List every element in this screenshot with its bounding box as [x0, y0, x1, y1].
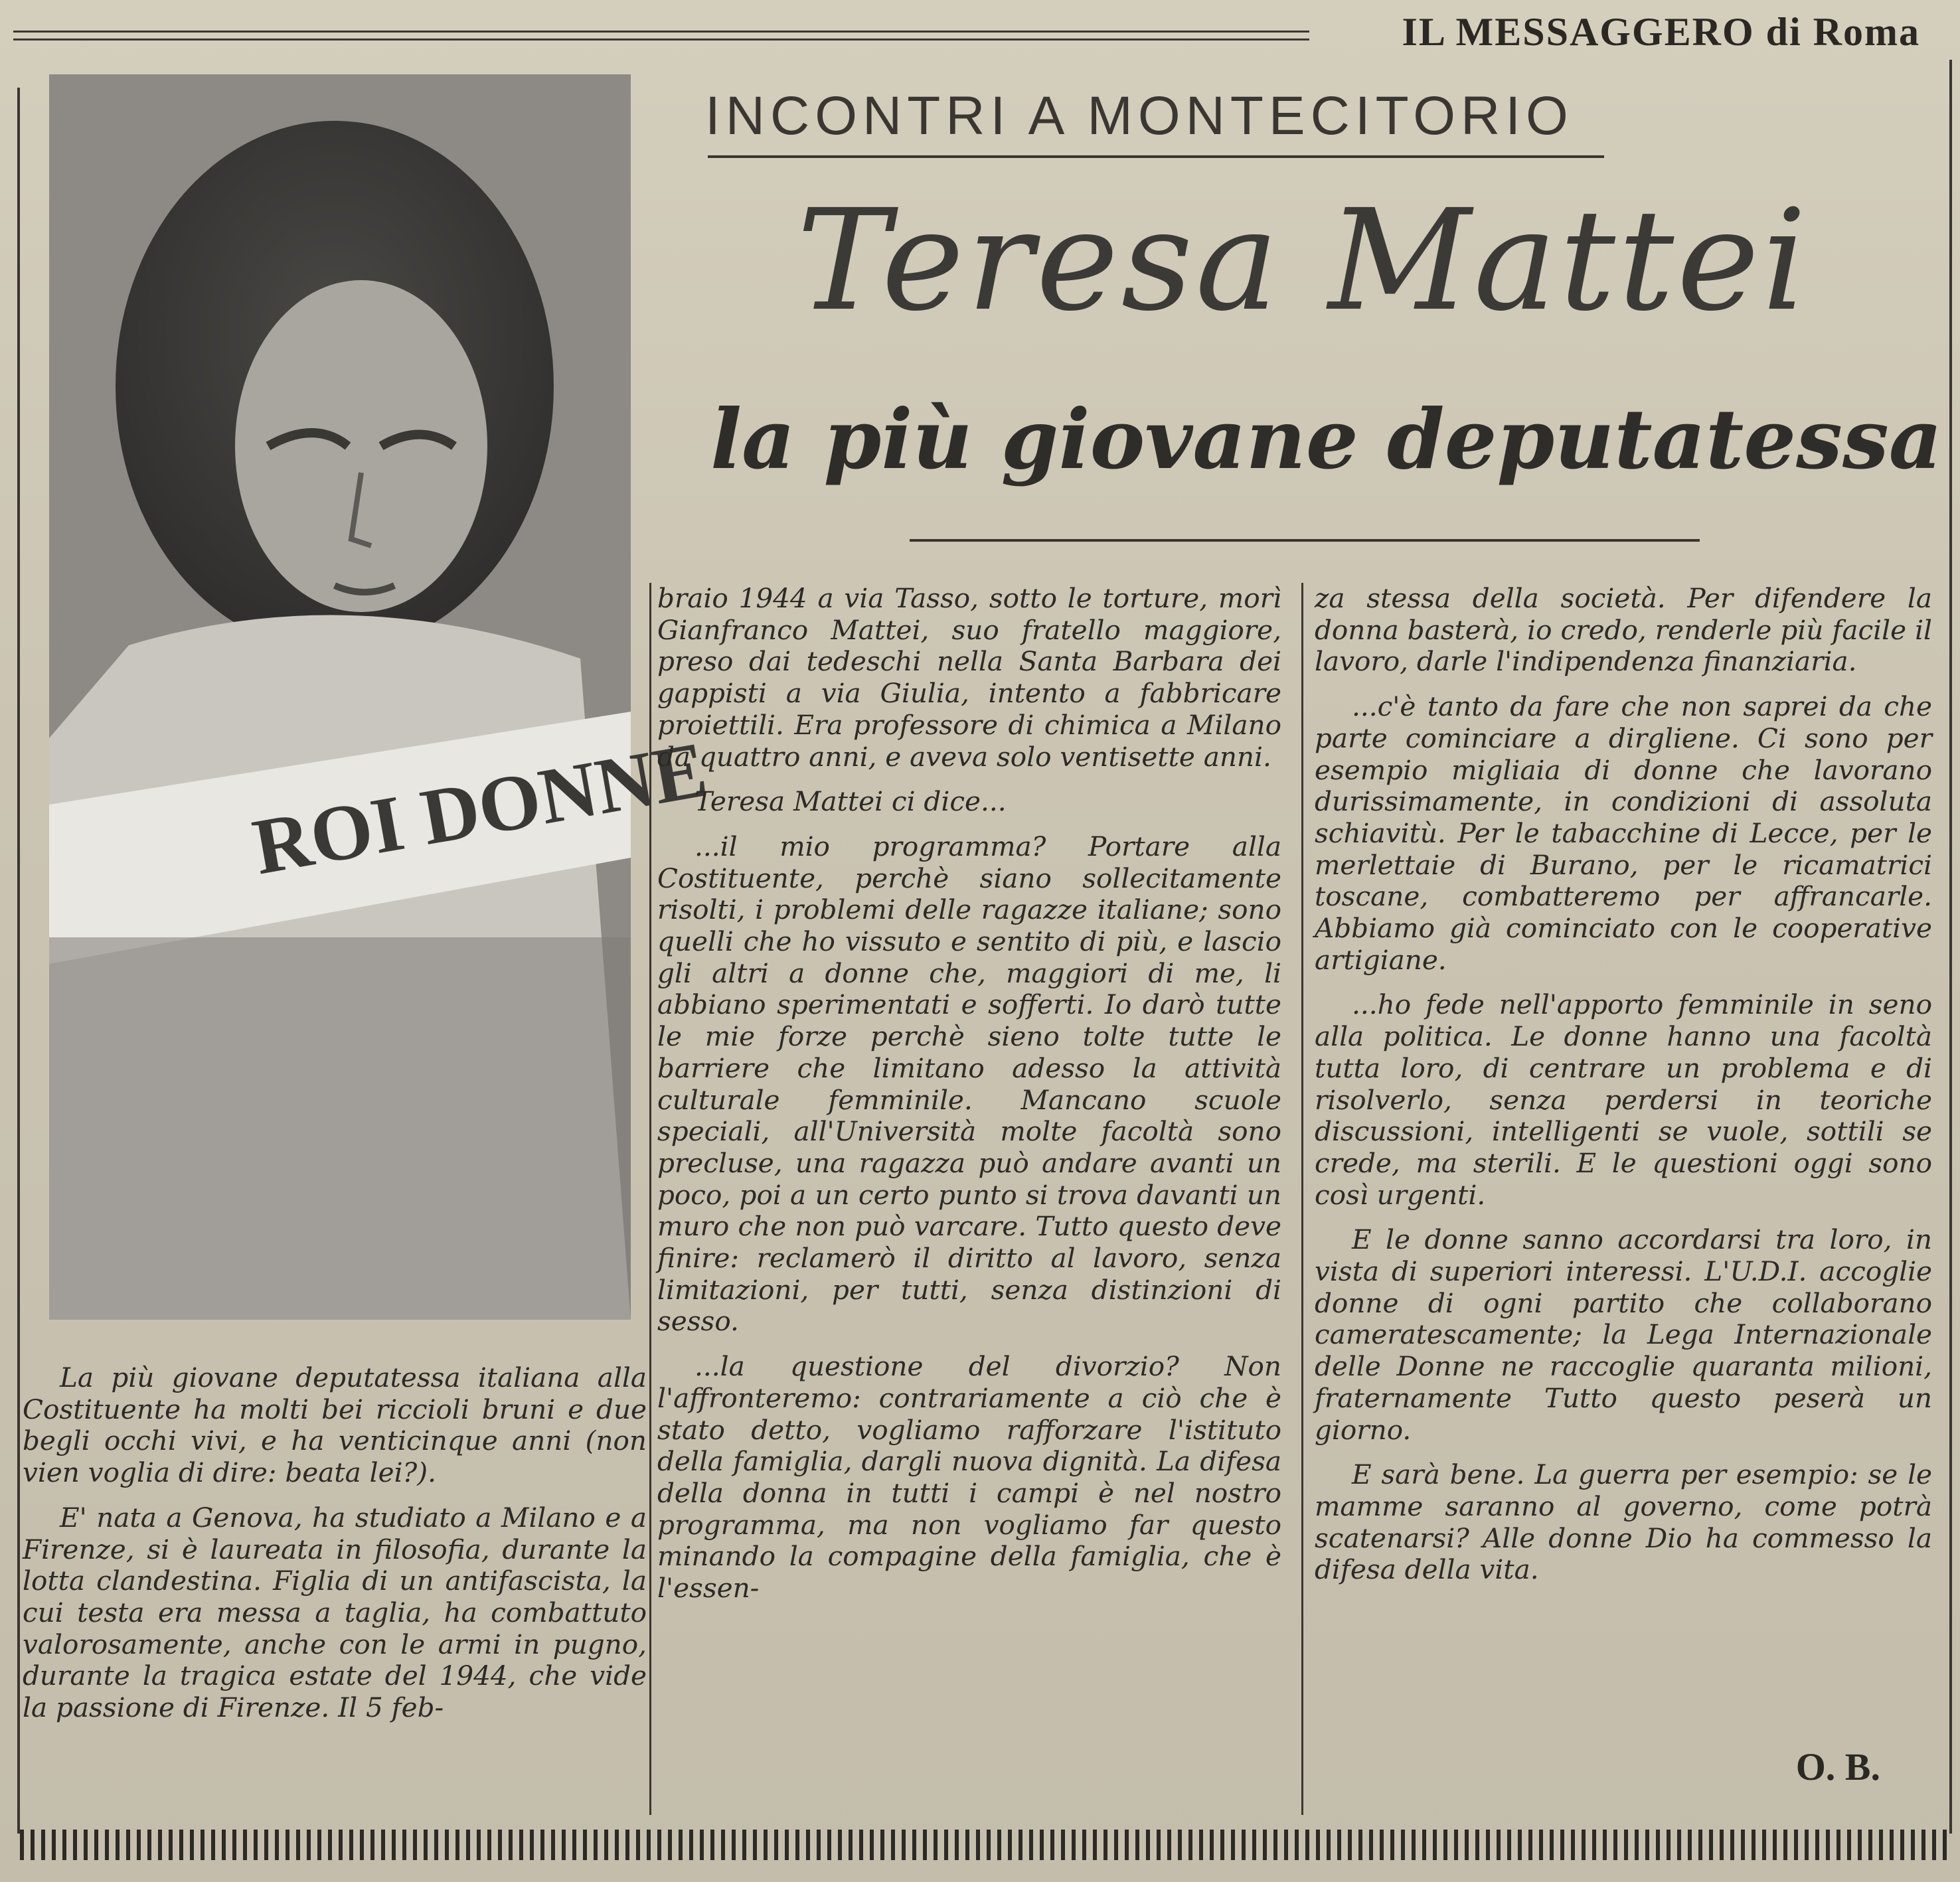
portrait-illustration	[49, 74, 714, 1320]
headline-rule	[910, 539, 1700, 542]
author-signature: O. B.	[1795, 1745, 1880, 1788]
portrait-photo	[49, 74, 714, 1320]
article-paragraph: ...c'è tanto da fare che non saprei da che parte cominciare a dirgliene. Ci sono per esempio migliaia di donne che lavorano durissimamente, in condizioni di assoluta schiavitù. Per le tabacchine di Lecce, per le merlettaie di Burano, per le ricamatrici toscane, combatteremo per affrancarle. Abbiamo già cominciato con le cooperative artigiane.	[1315, 690, 1932, 976]
article-paragraph: Teresa Mattei ci dice...	[694, 785, 1007, 818]
masthead-title: IL MESSAGGERO di Roma	[1402, 10, 1920, 54]
right-border-rule	[1949, 60, 1952, 1834]
headline-name: Teresa Mattei	[797, 179, 1809, 342]
article-paragraph: za stessa della società. Per difendere la donna basterà, io credo, renderle più facile il lavoro, darle l'indipendenza finanziaria.	[1315, 582, 1932, 678]
article-paragraph: E le donne sanno accordarsi tra loro, in vista di superiori interessi. L'U.D.I. accoglie donne di ogni partito che collaborano cameratescamente; la Lega Internazionale delle Donne ne raccoglie quaranta milioni, fraternamente Tutto questo peserà un giorno.	[1315, 1223, 1932, 1446]
article-paragraph: ...la questione del divorzio? Non l'affronteremo: contrariamente a ciò che è stato detto, vogliamo rafforzare l'istituto della famiglia, dargli nuova dignità. La difesa della donna in tutti i campi è nel nostro programma, ma non vogliamo far questo minando la compagine della famiglia, che è l'essen-	[657, 1350, 1281, 1605]
article-column-3	[1315, 583, 1932, 1599]
caption-paragraph: E' nata a Genova, ha studiato a Milano e a Firenze, si è laureata in filosofia, durante la lotta clandestina. Figlia di un antifascista, la cui testa era messa a taglia, ha combattuto valorosamente, anche con le armi in pugno, durante la tragica estate del 1944, che vide la passione di Firenze. Il 5 feb-	[23, 1501, 647, 1724]
photo-caption-column	[23, 1362, 647, 1737]
caption-paragraph: La più giovane deputatessa italiana alla Costituente ha molti bei riccioli bruni e due begli occhi vivi, e ha venticinque anni (non vien voglia di dire: beata lei?).	[23, 1362, 647, 1489]
bottom-decorative-band	[20, 1830, 1947, 1860]
article-paragraph: braio 1944 a via Tasso, sotto le torture, morì Gianfranco Mattei, suo fratello maggiore, preso dai tedeschi nella Santa Barbara dei gappisti a via Giulia, intento a fabbricare proiettili. Era professore di chimica a Milano da quattro anni, e aveva solo ventisette anni.	[657, 582, 1281, 773]
article-paragraph: ...ho fede nell'apporto femminile in seno alla politica. Le donne hanno una facoltà tutta loro, di centrare un problema e di risolverlo, senza perdersi in teoriche discussioni, intelligenti se vuole, sottili se crede, ma sterili. E le questioni oggi sono così urgenti.	[1315, 988, 1932, 1211]
banner-text: ROI DONNE	[246, 724, 714, 892]
kicker-underline	[708, 155, 1604, 158]
article-paragraph: ...il mio programma? Portare alla Costituente, perchè siano sollecitamente risolti, i problemi delle ragazze italiane; sono quelli che ho vissuto e sentito di più, e lascio gli altri a donne che, maggiori di me, li abbiano sperimentati e sofferti. Io darò tutte le mie forze perchè sieno tolte tutte le barriere che limitano adesso la attività culturale femminile. Mancano scuole speciali, all'Università molte facoltà sono precluse, una ragazza può andare avanti un poco, poi a un certo punto si trova davanti un muro che non può varcare. Tutto questo deve finire: reclamerò il diritto al lavoro, senza limitazioni, per tutti, senza distinzioni di sesso.	[657, 830, 1281, 1338]
masthead-rule-top	[13, 31, 1309, 33]
article-column-2	[657, 583, 1281, 1618]
masthead-rule-bottom	[13, 39, 1309, 40]
headline-subtitle: la più giovane deputatessa	[710, 392, 1943, 488]
left-border-rule	[17, 88, 20, 1834]
section-kicker: INCONTRI A MONTECITORIO	[705, 86, 1574, 146]
article-paragraph: E sarà bene. La guerra per esempio: se le mamme saranno al governo, come potrà scatenarsi? Alle donne Dio ha commesso la difesa della vita.	[1315, 1458, 1932, 1586]
column-divider-2	[1301, 583, 1303, 1815]
